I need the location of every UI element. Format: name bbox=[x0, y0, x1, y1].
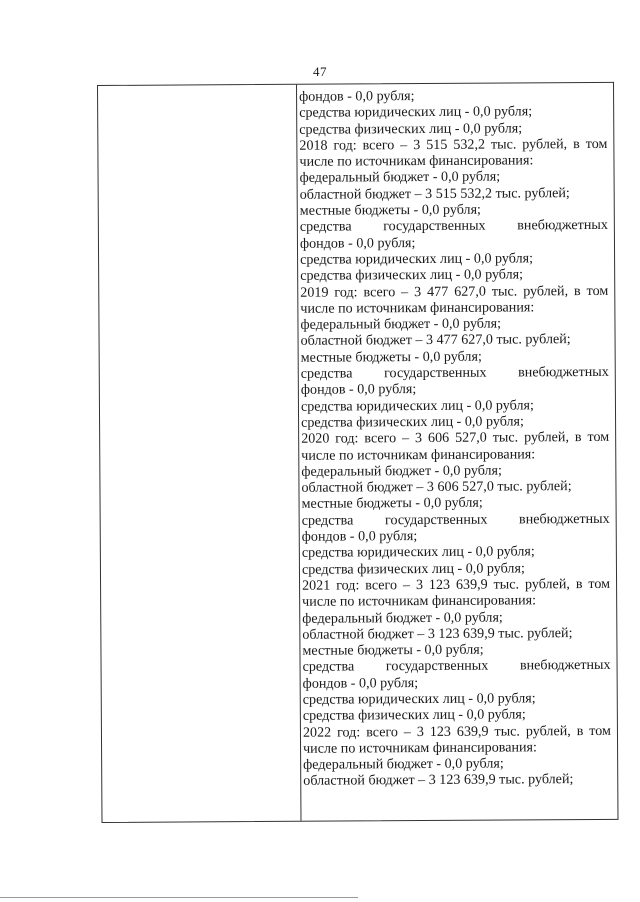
text-line: областной бюджет – 3 606 527,0 тыс. рублей; bbox=[301, 478, 572, 496]
text-line: средства государственных внебюджетных bbox=[301, 510, 610, 529]
text-line: федеральный бюджет - 0,0 рубля; bbox=[303, 755, 504, 773]
scan-edge-line bbox=[0, 897, 358, 898]
text-line: областной бюджет – 3 515 532,2 тыс. рублей; bbox=[299, 184, 570, 203]
text-line: средства юридических лиц - 0,0 рубля; bbox=[300, 250, 534, 268]
text-line: средства государственных внебюджетных bbox=[299, 217, 608, 236]
text-line: областной бюджет – 3 123 639,9 тыс. рублей; bbox=[303, 771, 574, 790]
text-line: областной бюджет – 3 477 627,0 тыс. рублей; bbox=[300, 331, 571, 350]
text-line: фондов - 0,0 рубля; bbox=[299, 88, 415, 105]
text-line: средства физических лиц - 0,0 рубля; bbox=[299, 119, 523, 138]
text-line: 2021 год: всего – 3 123 639,9 тыс. рублей, в том bbox=[302, 575, 611, 594]
text-line: местные бюджеты - 0,0 рубля; bbox=[300, 348, 482, 366]
text-line: федеральный бюджет - 0,0 рубля; bbox=[302, 609, 503, 627]
text-line: средства государственных внебюджетных bbox=[300, 363, 609, 382]
text-line: федеральный бюджет - 0,0 рубля; bbox=[300, 315, 502, 333]
text-line: местные бюджеты - 0,0 рубля; bbox=[299, 201, 482, 219]
text-line: фондов - 0,0 рубля; bbox=[300, 381, 417, 399]
page-number: 47 bbox=[313, 64, 327, 79]
table-right-cell bbox=[297, 87, 613, 790]
text-line: средства физических лиц - 0,0 рубля; bbox=[301, 560, 525, 578]
text-line: 2022 год: всего – 3 123 639,9 тыс. рублей, в том bbox=[302, 722, 612, 741]
text-line: фондов - 0,0 рубля; bbox=[299, 234, 416, 252]
text-line: федеральный бюджет - 0,0 рубля; bbox=[301, 462, 502, 480]
text-line: средства физических лиц - 0,0 рубля; bbox=[302, 706, 526, 725]
text-line: средства юридических лиц - 0,0 рубля; bbox=[300, 396, 534, 415]
text-line: числе по источникам финансирования: bbox=[303, 739, 537, 757]
text-line: числе по источникам финансирования: bbox=[301, 445, 536, 464]
text-line: средства юридических лиц - 0,0 рубля; bbox=[302, 690, 536, 708]
text-line: областной бюджет – 3 123 639,9 тыс. рублей; bbox=[302, 624, 573, 643]
text-line: средства государственных внебюджетных bbox=[302, 657, 611, 676]
text-line: фондов - 0,0 рубля; bbox=[301, 528, 418, 545]
text-line: средства юридических лиц - 0,0 рубля; bbox=[299, 103, 533, 122]
text-line: 2018 год: всего – 3 515 532,2 тыс. рублей, в том bbox=[299, 135, 608, 154]
text-line: местные бюджеты - 0,0 рубля; bbox=[302, 641, 484, 659]
text-line: федеральный бюджет - 0,0 рубля; bbox=[299, 169, 501, 187]
text-line: средства юридических лиц - 0,0 рубля; bbox=[301, 543, 535, 562]
budget-table bbox=[97, 82, 618, 823]
text-line: числе по источникам финансирования: bbox=[300, 299, 535, 317]
text-line: фондов - 0,0 рубля; bbox=[302, 674, 419, 692]
text-line: числе по источникам финансирования: bbox=[302, 592, 537, 610]
table-left-cell bbox=[98, 85, 301, 822]
text-line: средства физических лиц - 0,0 рубля; bbox=[300, 266, 524, 285]
text-line: средства физических лиц - 0,0 рубля; bbox=[301, 413, 524, 431]
text-line: 2020 год: всего – 3 606 527,0 тыс. рублей, в том bbox=[301, 429, 610, 447]
text-line: числе по источникам финансирования: bbox=[299, 152, 534, 170]
text-line: местные бюджеты - 0,0 рубля; bbox=[301, 495, 483, 513]
text-line: 2019 год: всего – 3 477 627,0 тыс. рублей, в том bbox=[300, 282, 609, 301]
